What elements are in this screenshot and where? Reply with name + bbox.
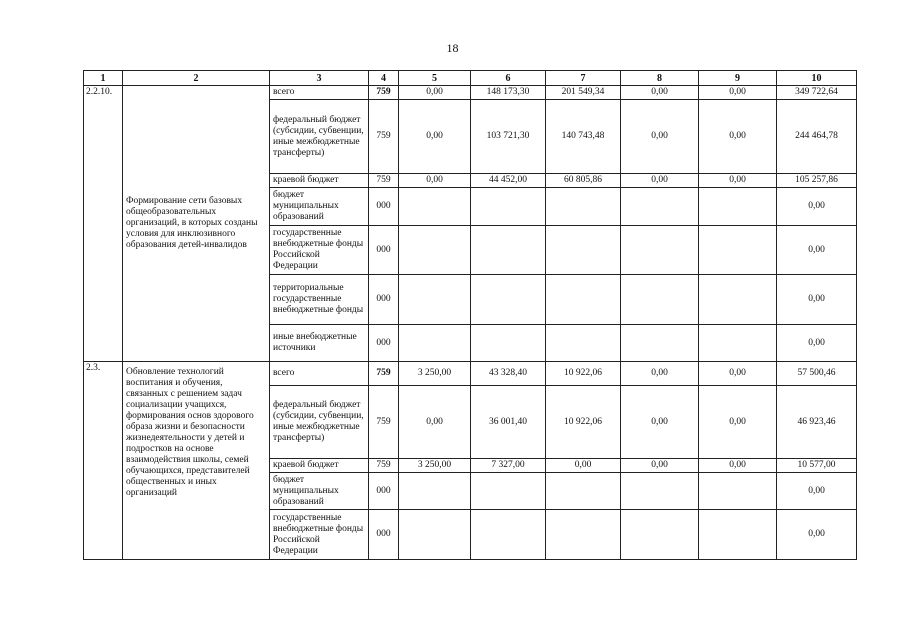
- value-col5: 0,00: [399, 174, 471, 188]
- kbk-code: 000: [369, 226, 399, 275]
- value-col9: 0,00: [699, 362, 777, 386]
- funding-source: краевой бюджет: [270, 459, 369, 473]
- value-col6: [471, 510, 546, 560]
- value-col7: 201 549,34: [546, 86, 621, 100]
- value-col9: 0,00: [699, 386, 777, 459]
- funding-source: краевой бюджет: [270, 174, 369, 188]
- value-col6: [471, 473, 546, 510]
- value-col8: 0,00: [621, 459, 699, 473]
- value-total: 46 923,46: [777, 386, 857, 459]
- funding-source: государственные внебюджетные фонды Российской Федерации: [270, 226, 369, 275]
- funding-source: федеральный бюджет (субсидии, субвенции, иные межбюджетные трансферты): [270, 100, 369, 174]
- header-cell: 4: [369, 71, 399, 86]
- value-col6: [471, 275, 546, 325]
- value-col6: 148 173,30: [471, 86, 546, 100]
- value-col9: 0,00: [699, 174, 777, 188]
- value-col9: [699, 473, 777, 510]
- value-col5: [399, 188, 471, 226]
- value-total: 0,00: [777, 275, 857, 325]
- kbk-code: 000: [369, 275, 399, 325]
- row-code: 2.2.10.: [84, 86, 123, 362]
- value-col5: 0,00: [399, 86, 471, 100]
- kbk-code: 000: [369, 473, 399, 510]
- kbk-code: 000: [369, 188, 399, 226]
- value-col5: 0,00: [399, 100, 471, 174]
- kbk-code: 759: [369, 86, 399, 100]
- value-col7: [546, 325, 621, 362]
- header-cell: 7: [546, 71, 621, 86]
- value-col5: [399, 325, 471, 362]
- value-col8: [621, 226, 699, 275]
- header-cell: 2: [123, 71, 270, 86]
- value-col5: [399, 275, 471, 325]
- header-cell: 1: [84, 71, 123, 86]
- value-col5: [399, 510, 471, 560]
- row-code: 2.3.: [84, 362, 123, 560]
- header-cell: 3: [270, 71, 369, 86]
- header-row: [84, 71, 857, 86]
- value-col9: 0,00: [699, 100, 777, 174]
- value-col7: 10 922,06: [546, 362, 621, 386]
- value-col5: 0,00: [399, 386, 471, 459]
- value-col6: 44 452,00: [471, 174, 546, 188]
- value-col7: [546, 473, 621, 510]
- budget-table: [83, 70, 857, 560]
- value-col9: [699, 510, 777, 560]
- value-col8: 0,00: [621, 362, 699, 386]
- value-col6: 103 721,30: [471, 100, 546, 174]
- funding-source: бюджет муниципальных образований: [270, 473, 369, 510]
- value-total: 244 464,78: [777, 100, 857, 174]
- header-cell: 6: [471, 71, 546, 86]
- value-col8: 0,00: [621, 386, 699, 459]
- value-total: 57 500,46: [777, 362, 857, 386]
- value-total: 10 577,00: [777, 459, 857, 473]
- value-col5: [399, 226, 471, 275]
- value-col7: 10 922,06: [546, 386, 621, 459]
- value-col6: [471, 188, 546, 226]
- kbk-code: 759: [369, 174, 399, 188]
- page-number: 18: [446, 41, 459, 55]
- header-cell: 10: [777, 71, 857, 86]
- value-col8: 0,00: [621, 100, 699, 174]
- value-col5: [399, 473, 471, 510]
- value-col6: 36 001,40: [471, 386, 546, 459]
- kbk-code: 759: [369, 100, 399, 174]
- value-col7: 140 743,48: [546, 100, 621, 174]
- value-col7: [546, 188, 621, 226]
- funding-source: всего: [270, 362, 369, 386]
- kbk-code: 000: [369, 510, 399, 560]
- value-col8: 0,00: [621, 174, 699, 188]
- row-name: Обновление технологий воспитания и обучения, связанных с решением задач социализации учащихся, формирования основ здорового образа жизни и безопасности жизнедеятельности у детей и подростков на основе взаимодействия школы, семей обучающихся, представителей общественных и иных организаций: [123, 362, 270, 560]
- value-col8: [621, 510, 699, 560]
- kbk-code: 759: [369, 459, 399, 473]
- row-name: Формирование сети базовых общеобразовательных организаций, в которых созданы условия для инклюзивного образования детей-инвалидов: [123, 86, 270, 362]
- value-total: 0,00: [777, 325, 857, 362]
- value-col8: 0,00: [621, 86, 699, 100]
- value-col7: 0,00: [546, 459, 621, 473]
- value-col8: [621, 188, 699, 226]
- funding-source: территориальные государственные внебюджетные фонды: [270, 275, 369, 325]
- value-col9: [699, 188, 777, 226]
- header-cell: 5: [399, 71, 471, 86]
- value-col8: [621, 275, 699, 325]
- value-col5: 3 250,00: [399, 459, 471, 473]
- value-total: 349 722,64: [777, 86, 857, 100]
- value-total: 0,00: [777, 510, 857, 560]
- kbk-code: 759: [369, 386, 399, 459]
- funding-source: государственные внебюджетные фонды Российской Федерации: [270, 510, 369, 560]
- header-cell: 9: [699, 71, 777, 86]
- table-row: [84, 86, 857, 100]
- value-total: 0,00: [777, 226, 857, 275]
- value-col9: [699, 275, 777, 325]
- kbk-code: 000: [369, 325, 399, 362]
- table-row: [84, 362, 857, 386]
- value-col8: [621, 325, 699, 362]
- value-col9: [699, 325, 777, 362]
- value-col6: 7 327,00: [471, 459, 546, 473]
- funding-source: федеральный бюджет (субсидии, субвенции, иные межбюджетные трансферты): [270, 386, 369, 459]
- value-col7: [546, 275, 621, 325]
- value-total: 0,00: [777, 188, 857, 226]
- value-col9: 0,00: [699, 459, 777, 473]
- value-col6: 43 328,40: [471, 362, 546, 386]
- value-col9: 0,00: [699, 86, 777, 100]
- value-col6: [471, 226, 546, 275]
- value-col7: [546, 510, 621, 560]
- value-col5: 3 250,00: [399, 362, 471, 386]
- value-col8: [621, 473, 699, 510]
- value-col7: [546, 226, 621, 275]
- kbk-code: 759: [369, 362, 399, 386]
- funding-source: иные внебюджетные источники: [270, 325, 369, 362]
- value-col7: 60 805,86: [546, 174, 621, 188]
- value-total: 0,00: [777, 473, 857, 510]
- funding-source: бюджет муниципальных образований: [270, 188, 369, 226]
- value-col9: [699, 226, 777, 275]
- value-col6: [471, 325, 546, 362]
- funding-source: всего: [270, 86, 369, 100]
- header-cell: 8: [621, 71, 699, 86]
- value-total: 105 257,86: [777, 174, 857, 188]
